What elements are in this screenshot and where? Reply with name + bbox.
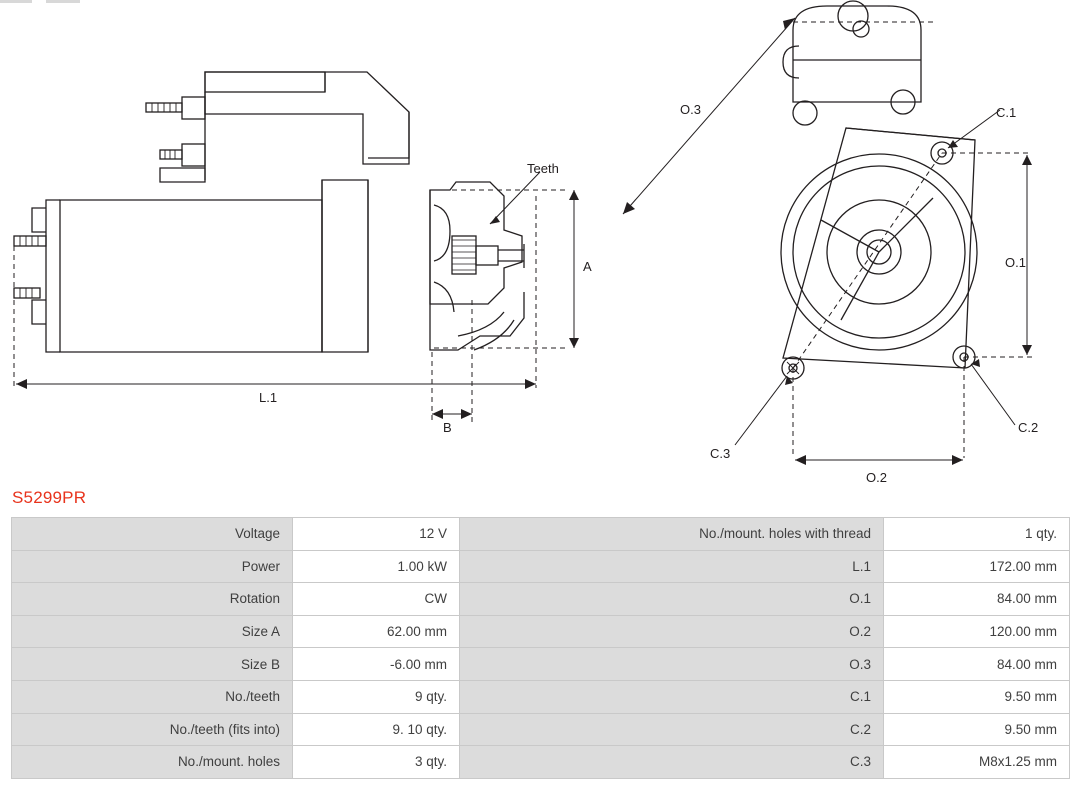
starter-front-view <box>615 0 1075 478</box>
table-row <box>12 746 1070 779</box>
starter-side-view <box>0 0 620 478</box>
label-o3: O.3 <box>680 102 701 117</box>
spec-key: No./mount. holes <box>12 746 293 779</box>
spec-value: 84.00 mm <box>884 583 1070 616</box>
spec-key: C.3 <box>460 746 884 779</box>
spec-key: Size B <box>12 648 293 681</box>
label-o2: O.2 <box>866 470 887 485</box>
spec-value: 9 qty. <box>293 680 460 713</box>
spec-key: O.2 <box>460 615 884 648</box>
spec-value: 120.00 mm <box>884 615 1070 648</box>
spec-value: M8x1.25 mm <box>884 746 1070 779</box>
table-row <box>12 713 1070 746</box>
spec-key: C.2 <box>460 713 884 746</box>
spec-key: No./teeth <box>12 680 293 713</box>
spec-value: 3 qty. <box>293 746 460 779</box>
table-row <box>12 583 1070 616</box>
table-row <box>12 518 1070 551</box>
spec-key: No./mount. holes with thread <box>460 518 884 551</box>
spec-value: 9. 10 qty. <box>293 713 460 746</box>
spec-value: 9.50 mm <box>884 680 1070 713</box>
table-row <box>12 680 1070 713</box>
spec-value: CW <box>293 583 460 616</box>
spec-value: 1 qty. <box>884 518 1070 551</box>
spec-value: 9.50 mm <box>884 713 1070 746</box>
spec-key: C.1 <box>460 680 884 713</box>
label-size-b: B <box>443 420 452 435</box>
label-c2: C.2 <box>1018 420 1039 435</box>
spec-key: Voltage <box>12 518 293 551</box>
specifications-table <box>11 517 1070 779</box>
table-row <box>12 550 1070 583</box>
spec-value: 12 V <box>293 518 460 551</box>
spec-value: 1.00 kW <box>293 550 460 583</box>
table-row <box>12 648 1070 681</box>
label-c3: C.3 <box>710 446 731 461</box>
spec-key: O.1 <box>460 583 884 616</box>
spec-key: No./teeth (fits into) <box>12 713 293 746</box>
spec-value: 84.00 mm <box>884 648 1070 681</box>
spec-key: Size A <box>12 615 293 648</box>
spec-value: 62.00 mm <box>293 615 460 648</box>
table-row <box>12 615 1070 648</box>
spec-key: L.1 <box>460 550 884 583</box>
label-size-a: A <box>583 259 592 274</box>
spec-value: 172.00 mm <box>884 550 1070 583</box>
spec-key: Power <box>12 550 293 583</box>
label-length-l1: L.1 <box>259 390 278 405</box>
label-teeth: Teeth <box>527 161 559 176</box>
part-number: S5299PR <box>12 488 87 507</box>
spec-key: O.3 <box>460 648 884 681</box>
spec-key: Rotation <box>12 583 293 616</box>
label-o1: O.1 <box>1005 255 1026 270</box>
label-c1: C.1 <box>996 105 1017 120</box>
spec-value: -6.00 mm <box>293 648 460 681</box>
